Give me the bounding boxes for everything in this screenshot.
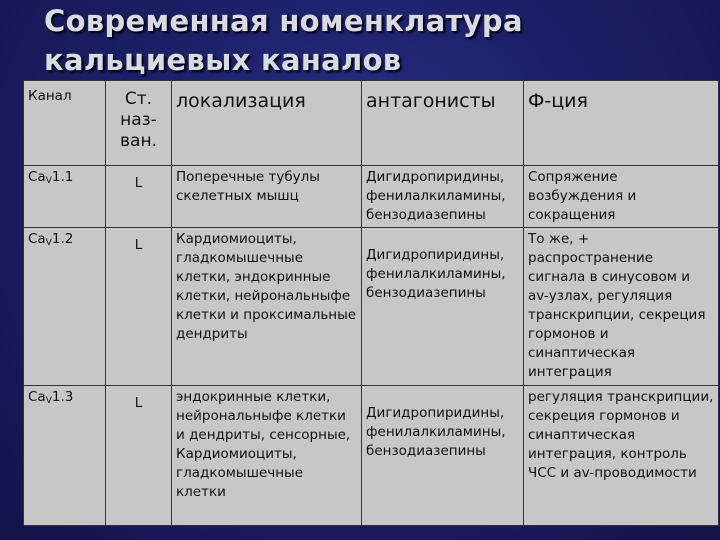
- localization-cell: Кардиомиоциты, гладкомышечные клетки, эндокринные клетки, нейрональныфе клетки и проксимальные дендриты: [172, 228, 362, 386]
- antagonists-cell: Дигидропиридины, фенилалкиламины, бензодиазепины: [362, 166, 524, 228]
- title-line-2: кальциевых каналов: [44, 43, 402, 77]
- name-cell: L: [106, 228, 172, 386]
- name-cell: L: [106, 166, 172, 228]
- name-cell: L: [106, 386, 172, 526]
- localization-cell: эндокринные клетки, нейрональныфе клетки и дендриты, сенсорные, Кардиомиоциты, гладкомышечные клетки: [172, 386, 362, 526]
- channel-cell: $Ca_V1.1$: [24, 166, 106, 228]
- table-row: [24, 386, 719, 526]
- header-antagonists: антагонисты: [362, 81, 524, 166]
- header-name: Ст. наз-ван.: [106, 81, 172, 166]
- header-localization: локализация: [172, 81, 362, 166]
- title-line-1: Современная номенклатура: [44, 4, 523, 38]
- antagonists-cell: Дигидропиридины, фенилалкиламины, бензодиазепины: [362, 386, 524, 526]
- calcium-channels-table: [23, 80, 719, 526]
- header-function: Ф-ция: [524, 81, 719, 166]
- table-header-row: [24, 81, 719, 166]
- localization-cell: Поперечные тубулы скелетных мышц: [172, 166, 362, 228]
- function-cell: Сопряжение возбуждения и сокращения: [524, 166, 719, 228]
- channel-cell: $Ca_V1.3$: [24, 386, 106, 526]
- header-channel: Канал: [24, 81, 106, 166]
- table-row: [24, 166, 719, 228]
- channel-cell: $Ca_V1.2$: [24, 228, 106, 386]
- function-cell: То же, + распространение сигнала в синусовом и av-узлах, регуляция транскрипции, секреция гормонов и синаптическая интеграция: [524, 228, 719, 386]
- slide-title: [44, 2, 694, 80]
- function-cell: регуляция транскрипции, секреция гормонов и синаптическая интеграция, контроль ЧСС и av-проводимости: [524, 386, 719, 526]
- antagonists-cell: Дигидропиридины, фенилалкиламины, бензодиазепины: [362, 228, 524, 386]
- table-row: [24, 228, 719, 386]
